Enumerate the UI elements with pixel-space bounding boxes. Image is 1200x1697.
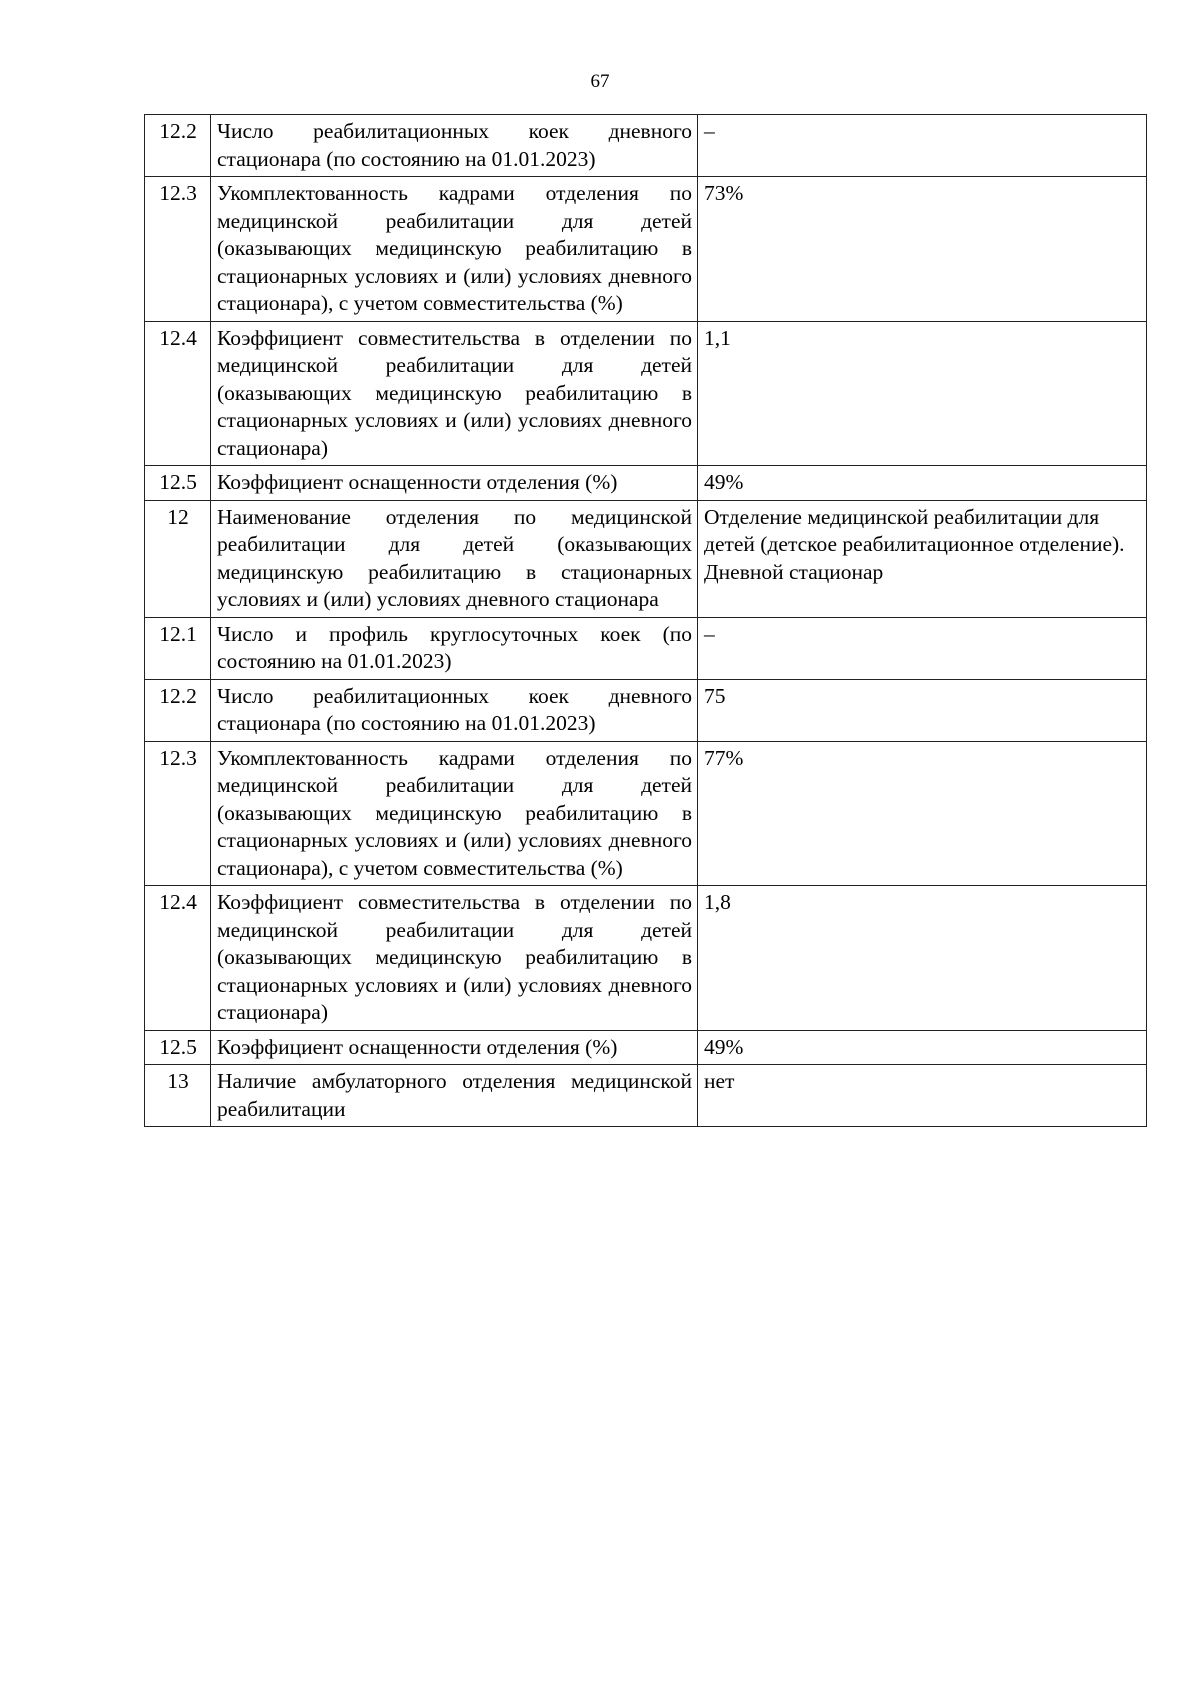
row-number: 12.2: [145, 115, 211, 177]
row-number: 12.1: [145, 617, 211, 679]
row-indicator: Число и профиль круглосуточных коек (по состоянию на 01.01.2023): [211, 617, 698, 679]
row-number: 12.3: [145, 741, 211, 886]
row-number: 12.4: [145, 321, 211, 466]
table-row: [145, 1030, 1147, 1065]
table-row: [145, 617, 1147, 679]
row-indicator: Наименование отделения по медицинской реабилитации для детей (оказывающих медицинскую реабилитацию в стационарных условиях и (или) условиях дневного стационара: [211, 500, 698, 617]
data-table: [144, 114, 1147, 1127]
table-row: [145, 741, 1147, 886]
row-value: 75: [698, 679, 1147, 741]
row-value: 1,8: [698, 886, 1147, 1031]
row-number: 12.5: [145, 466, 211, 501]
table-row: [145, 679, 1147, 741]
table-row: [145, 321, 1147, 466]
row-indicator: Наличие амбулаторного отделения медицинской реабилитации: [211, 1065, 698, 1127]
row-number: 12.3: [145, 177, 211, 322]
row-indicator: Коэффициент совместительства в отделении по медицинской реабилитации для детей (оказывающих медицинскую реабилитацию в стационарных условиях и (или) условиях дневного стационара): [211, 321, 698, 466]
table-row: [145, 886, 1147, 1031]
row-value: 49%: [698, 466, 1147, 501]
row-number: 13: [145, 1065, 211, 1127]
table-row: [145, 500, 1147, 617]
row-value: –: [698, 617, 1147, 679]
page-number: 67: [590, 71, 610, 92]
table-row: [145, 177, 1147, 322]
row-number: 12.5: [145, 1030, 211, 1065]
row-indicator: Коэффициент оснащенности отделения (%): [211, 1030, 698, 1065]
row-number: 12.4: [145, 886, 211, 1031]
row-number: 12: [145, 500, 211, 617]
table-row: [145, 466, 1147, 501]
row-value: –: [698, 115, 1147, 177]
row-value: 49%: [698, 1030, 1147, 1065]
row-indicator: Коэффициент совместительства в отделении по медицинской реабилитации для детей (оказывающих медицинскую реабилитацию в стационарных условиях и (или) условиях дневного стационара): [211, 886, 698, 1031]
row-indicator: Число реабилитационных коек дневного стационара (по состоянию на 01.01.2023): [211, 679, 698, 741]
table-row: [145, 1065, 1147, 1127]
row-value: 73%: [698, 177, 1147, 322]
table-row: [145, 115, 1147, 177]
row-value: 77%: [698, 741, 1147, 886]
row-value: 1,1: [698, 321, 1147, 466]
row-indicator: Число реабилитационных коек дневного стационара (по состоянию на 01.01.2023): [211, 115, 698, 177]
row-indicator: Укомплектованность кадрами отделения по медицинской реабилитации для детей (оказывающих медицинскую реабилитацию в стационарных условиях и (или) условиях дневного стационара), с учетом совместительства (%): [211, 741, 698, 886]
row-indicator: Коэффициент оснащенности отделения (%): [211, 466, 698, 501]
row-value: нет: [698, 1065, 1147, 1127]
row-value: Отделение медицинской реабилитации для детей (детское реабилитационное отделение). Дневной стационар: [698, 500, 1147, 617]
row-indicator: Укомплектованность кадрами отделения по медицинской реабилитации для детей (оказывающих медицинскую реабилитацию в стационарных условиях и (или) условиях дневного стационара), с учетом совместительства (%): [211, 177, 698, 322]
row-number: 12.2: [145, 679, 211, 741]
